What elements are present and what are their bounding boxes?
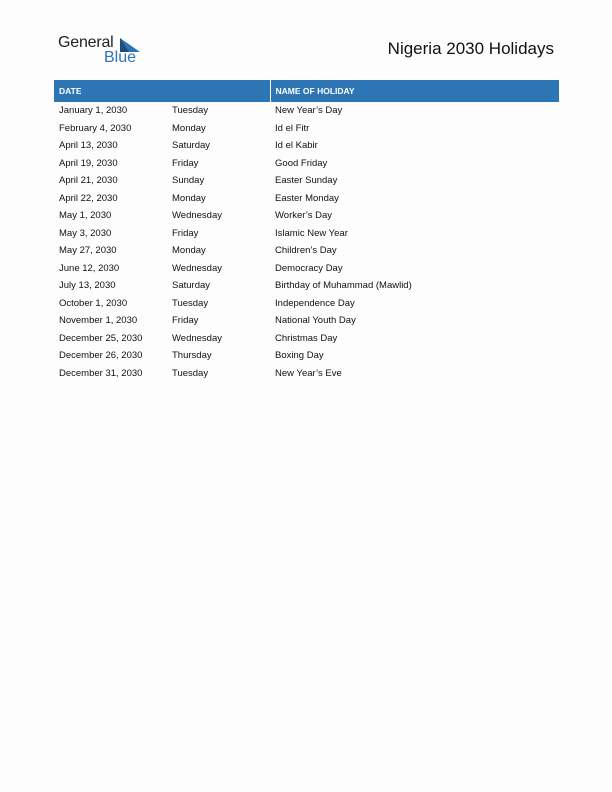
holiday-name: Good Friday — [275, 157, 328, 169]
logo-text-general: General — [58, 34, 114, 51]
holiday-date: April 19, 2030 — [59, 157, 118, 169]
holiday-date: July 13, 2030 — [59, 280, 116, 292]
holiday-date: January 1, 2030 — [59, 105, 128, 117]
holiday-table — [54, 80, 559, 382]
page-title: Nigeria 2030 Holidays — [387, 39, 554, 58]
table-row — [54, 330, 559, 348]
holiday-weekday: Wednesday — [172, 262, 222, 274]
holiday-date: May 27, 2030 — [59, 245, 117, 257]
holiday-date: April 21, 2030 — [59, 175, 118, 187]
holiday-name: New Year’s Day — [275, 105, 343, 117]
holiday-date: April 13, 2030 — [59, 140, 118, 152]
holiday-weekday: Sunday — [172, 175, 205, 187]
table-row — [54, 225, 559, 243]
holiday-weekday: Friday — [172, 227, 199, 239]
table-row — [54, 137, 559, 155]
holiday-name: Worker’s Day — [275, 210, 333, 222]
table-row — [54, 102, 559, 120]
holiday-name: Children’s Day — [275, 245, 337, 257]
holiday-name: Independence Day — [275, 297, 355, 309]
holiday-name: Easter Sunday — [275, 175, 338, 187]
holiday-name: Birthday of Muhammad (Mawlid) — [275, 280, 412, 292]
holiday-date: June 12, 2030 — [59, 262, 120, 274]
holiday-name: Islamic New Year — [275, 227, 348, 239]
holiday-name: Christmas Day — [275, 332, 338, 344]
holiday-date: December 25, 2030 — [59, 332, 143, 344]
holiday-weekday: Saturday — [172, 140, 211, 152]
table-row — [54, 277, 559, 295]
table-header-row — [54, 80, 559, 102]
holiday-weekday: Friday — [172, 157, 199, 169]
table-row — [54, 365, 559, 383]
header-holiday-name: NAME OF HOLIDAY — [270, 80, 559, 102]
table-row — [54, 242, 559, 260]
table-row — [54, 190, 559, 208]
holiday-date: February 4, 2030 — [59, 122, 132, 134]
holiday-name: Boxing Day — [275, 350, 324, 362]
holiday-weekday: Tuesday — [172, 367, 209, 379]
holiday-weekday: Monday — [172, 122, 206, 134]
holiday-weekday: Wednesday — [172, 332, 222, 344]
table-row — [54, 347, 559, 365]
table-row — [54, 295, 559, 313]
holiday-weekday: Monday — [172, 192, 206, 204]
holiday-weekday: Monday — [172, 245, 206, 257]
table-row — [54, 120, 559, 138]
table-row — [54, 260, 559, 278]
generalblue-logo — [58, 34, 148, 68]
holiday-date: November 1, 2030 — [59, 315, 138, 327]
holiday-date: October 1, 2030 — [59, 297, 128, 309]
holiday-weekday: Tuesday — [172, 105, 209, 117]
header-date: DATE — [54, 80, 270, 102]
holiday-name: Id el Fitr — [275, 122, 310, 134]
holiday-name: New Year’s Eve — [275, 367, 342, 379]
table-row — [54, 155, 559, 173]
holiday-date: May 3, 2030 — [59, 227, 112, 239]
table-row — [54, 207, 559, 225]
logo-text-blue: Blue — [104, 49, 137, 66]
holiday-date: May 1, 2030 — [59, 210, 112, 222]
holiday-weekday: Wednesday — [172, 210, 222, 222]
holiday-name: Id el Kabir — [275, 140, 318, 152]
table-row — [54, 172, 559, 190]
holiday-weekday: Thursday — [172, 350, 212, 362]
holiday-date: December 26, 2030 — [59, 350, 143, 362]
holiday-name: National Youth Day — [275, 315, 356, 327]
holiday-date: April 22, 2030 — [59, 192, 118, 204]
holiday-name: Easter Monday — [275, 192, 339, 204]
holiday-name: Democracy Day — [275, 262, 343, 274]
holiday-weekday: Friday — [172, 315, 199, 327]
table-row — [54, 312, 559, 330]
holiday-weekday: Tuesday — [172, 297, 209, 309]
holiday-date: December 31, 2030 — [59, 367, 143, 379]
holiday-weekday: Saturday — [172, 280, 211, 292]
